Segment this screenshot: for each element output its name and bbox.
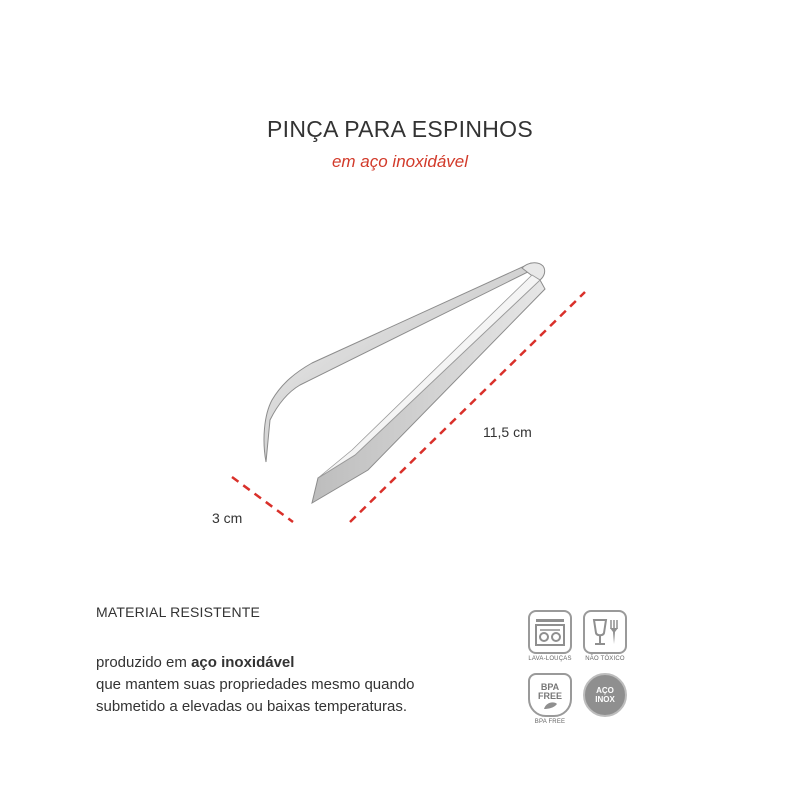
width-label: 3 cm (212, 510, 243, 526)
non-toxic-caption: NÃO TÓXICO (585, 656, 625, 662)
bpa-free-caption: BPA FREE (534, 719, 566, 725)
page-title: PINÇA PARA ESPINHOS (266, 116, 534, 142)
feature-heading: MATERIAL RESISTENTE (96, 604, 261, 620)
badge-grid (525, 610, 635, 735)
description-line-3: submetido a elevadas ou baixas temperaturas. (96, 698, 408, 715)
tweezer-lower-arm-edge (318, 275, 540, 478)
steel-seal-icon (583, 673, 627, 717)
description-bold: aço inoxidável (191, 654, 295, 671)
steel-label-line-2: INOX (595, 695, 615, 704)
badge-non-toxic (580, 610, 630, 662)
glass-fork-icon (583, 610, 627, 654)
steel-seal-label (585, 686, 625, 704)
description-line-2: que mantem suas propriedades mesmo quando (96, 676, 415, 693)
page-subtitle: em aço inoxidável (331, 152, 469, 171)
dishwasher-caption: LAVA-LOUÇAS (528, 656, 572, 662)
length-dimension-line (350, 292, 585, 522)
dishwasher-icon (528, 610, 572, 654)
badge-bpa-free (525, 673, 575, 725)
feature-description (96, 652, 415, 718)
description-line-1 (96, 652, 415, 674)
badge-steel (580, 673, 630, 717)
leaf-icon (528, 673, 572, 717)
bpa-label-line-1: BPA (540, 682, 560, 692)
steel-label-line-1: AÇO (596, 686, 614, 695)
badge-dishwasher (525, 610, 575, 662)
description-prefix: produzido em (96, 654, 192, 671)
length-label: 11,5 cm (483, 424, 532, 440)
bpa-label-line-2: FREE (537, 691, 562, 701)
